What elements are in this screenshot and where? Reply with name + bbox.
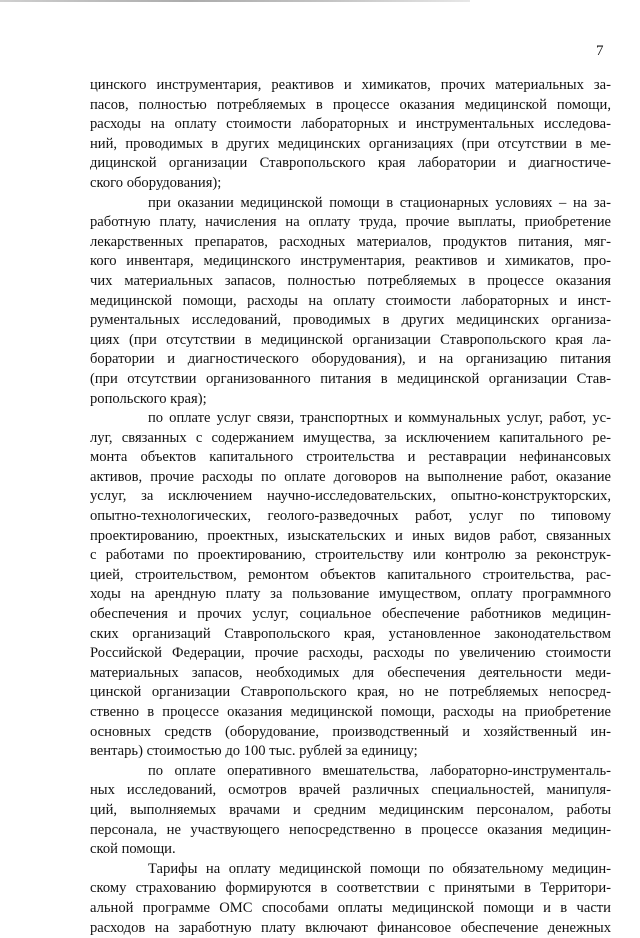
text-line: ского оборудования);: [90, 174, 222, 191]
text-line: луг, связанных с содержанием имущества, за исключением капитального ре-: [90, 429, 611, 446]
text-line: материальных запасов, необходимых для обеспечения деятельности меди-: [90, 664, 611, 681]
text-line: с работами по проектированию, строительству или контролю за реконструк-: [90, 547, 611, 564]
text-line: основных средств (оборудование, производственный и хозяйственный ин-: [90, 723, 611, 740]
text-line: дицинской организации Ставропольского края лаборатории и диагностиче-: [90, 155, 611, 172]
text-line: боратории и диагностического оборудования), и на организацию питания: [90, 351, 611, 368]
text-line: Тарифы на оплату медицинской помощи по обязательному медицин-: [148, 860, 611, 877]
text-line: расходов на заработную плату включают финансовое обеспечение денежных: [90, 919, 611, 936]
paragraph: [90, 860, 611, 938]
text-line: циях (при отсутствии в медицинской организации Ставропольского края ла-: [90, 331, 611, 348]
text-line: цией, строительством, ремонтом объектов капитального строительства, рас-: [90, 566, 611, 583]
text-line: чих материальных запасов, полностью потребляемых в процессе оказания: [90, 272, 611, 289]
text-line: ций, выполняемых врачами и средним медицинским персоналом, работы: [90, 801, 611, 818]
paragraph: [90, 76, 611, 194]
text-line: проектированию, проектных, изыскательских и иных видов работ, связанных: [90, 527, 611, 544]
text-line: скому страхованию формируются в соответствии с принятыми в Территори-: [90, 880, 611, 897]
text-line: услуг, за исключением научно-исследовательских, опытно-конструкторских,: [90, 488, 611, 505]
text-line: ний, проводимых в других медицинских организациях (при отсутствии в ме-: [90, 135, 611, 152]
text-line: по оплате услуг связи, транспортных и коммунальных услуг, работ, ус-: [148, 410, 611, 427]
text-line: обеспечения и прочих услуг, социальное обеспечение работников медицин-: [90, 606, 611, 623]
text-line: ской помощи.: [90, 841, 176, 858]
text-line: ных исследований, осмотров врачей различных специальностей, манипуля-: [90, 782, 611, 799]
scan-top-edge: [0, 0, 470, 2]
text-line: опытно-технологических, геолого-разведочных работ, услуг по типовому: [90, 508, 611, 525]
text-line: Российской Федерации, прочие расходы, расходы по увеличению стоимости: [90, 645, 611, 662]
text-line: ходы на арендную плату за пользование имуществом, оплату программного: [90, 586, 611, 603]
text-line: альной программе ОМС способами оплаты медицинской помощи и в части: [90, 899, 611, 916]
text-line: при оказании медицинской помощи в стационарных условиях – на за-: [148, 194, 611, 211]
text-line: цинского инструментария, реактивов и химикатов, прочих материальных за-: [90, 77, 611, 93]
text-line: лекарственных препаратов, расходных материалов, продуктов питания, мяг-: [90, 233, 611, 250]
document-body: [90, 76, 611, 938]
page-number: 7: [596, 43, 604, 59]
text-line: активов, прочие расходы по оплате договоров на выполнение работ, оказание: [90, 468, 611, 485]
text-line: пасов, полностью потребляемых в процессе оказания медицинской помощи,: [90, 96, 611, 113]
text-line: (при отсутствии организованного питания в медицинской организации Став-: [90, 370, 611, 387]
text-line: кого инвентаря, медицинского инструментария, реактивов и химикатов, про-: [90, 253, 611, 270]
text-line: вентарь) стоимостью до 100 тыс. рублей за единицу;: [90, 743, 418, 760]
text-line: ских организаций Ставропольского края, установленное законодательством: [90, 625, 611, 642]
paragraph: [90, 762, 611, 860]
paragraph: [90, 194, 611, 410]
text-line: ропольского края);: [90, 390, 207, 407]
text-line: персонала, не участвующего непосредственно в процессе оказания медицин-: [90, 821, 611, 838]
text-line: медицинской помощи, расходы на оплату стоимости лабораторных и инст-: [90, 292, 611, 309]
text-line: монта объектов капитального строительства и реставрации нефинансовых: [90, 449, 611, 466]
text-line: работную плату, начисления на оплату труда, прочие выплаты, приобретение: [90, 214, 611, 231]
text-line: по оплате оперативного вмешательства, лабораторно-инструменталь-: [148, 762, 611, 779]
text-line: ственно в процессе оказания медицинской помощи, расходы на приобретение: [90, 704, 611, 720]
text-line: рументальных исследований, проводимых в других медицинских организа-: [90, 312, 611, 329]
paragraph: [90, 409, 611, 762]
text-line: расходы на оплату стоимости лабораторных и инструментальных исследова-: [90, 116, 611, 133]
text-line: цинской организации Ставропольского края, но не потребляемых непосред-: [90, 684, 611, 701]
